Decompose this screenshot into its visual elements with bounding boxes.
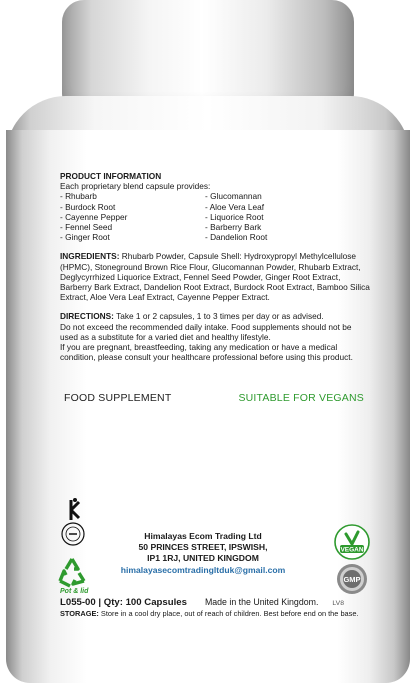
storage-text	[60, 609, 380, 618]
blend-item: - Glucomannan	[205, 191, 262, 202]
company-address	[98, 531, 308, 576]
blend-item: - Fennel Seed	[60, 222, 113, 233]
product-information-heading: PRODUCT INFORMATION	[60, 171, 162, 181]
directions-text: Take 1 or 2 capsules, 1 to 3 times per day or as advised.	[113, 311, 324, 322]
lot-row	[60, 597, 380, 608]
lot-quantity: L055-00 | Qty: 100 Capsules	[60, 597, 187, 608]
food-supplement-text: FOOD SUPPLEMENT	[64, 392, 172, 404]
directions-label: DIRECTIONS:	[60, 311, 114, 322]
storage-instructions: Store in a cool dry place, out of reach of children. Best before end on the base.	[98, 609, 359, 618]
ingredients-block	[60, 251, 370, 302]
vegan-badge-label: VEGAN	[340, 546, 364, 554]
suitable-for-vegans-text: SUITABLE FOR VEGANS	[238, 392, 364, 404]
made-in-text: Made in the United Kingdom.	[204, 597, 319, 607]
product-label	[60, 171, 370, 362]
bottle-cap	[62, 0, 354, 108]
pot-lid-text: Pot & lid	[60, 588, 89, 595]
blend-item: - Ginger Root	[60, 232, 110, 243]
blend-list	[60, 191, 370, 242]
blend-item: - Cayenne Pepper	[60, 211, 128, 222]
recycle-icon	[55, 556, 89, 590]
halal-logo-icon	[55, 496, 91, 548]
blend-item: - Barberry Bark	[205, 222, 262, 233]
lv-code: LV8	[332, 600, 344, 607]
blend-list-left	[60, 191, 205, 242]
ingredients-text: Rhubarb Powder, Capsule Shell: Hydroxypropyl Methylcellulose (HPMC), Stoneground Brown Rice Flour, Glucomannan Powder, Rhubarb Extract, Deglycyrrhized Liquorice Extract, Fennel Seed Powder, Ginger Root Extract, Barberry Bark Extract, Dandelion Root Extract, Burdock Root Extract, Bamboo Silica Extract, Aloe Vera Leaf Extract, Cayenne Pepper Extract.	[60, 251, 370, 303]
ingredients-label: INGREDIENTS:	[60, 251, 120, 262]
product-information-intro: Each proprietary blend capsule provides:	[60, 181, 211, 192]
blend-list-right	[205, 191, 350, 242]
blend-item: - Rhubarb	[60, 191, 97, 202]
intake-warning: Do not exceed the recommended daily intake. Food supplements should not be used as a substitute for a varied diet and healthy lifestyle.	[60, 321, 352, 342]
gmp-badge-label: GMP	[343, 575, 361, 584]
gmp-badge-icon	[336, 563, 368, 595]
blend-item: - Burdock Root	[60, 201, 116, 212]
claims-row	[64, 392, 364, 404]
directions-block	[60, 311, 370, 362]
storage-label: STORAGE:	[60, 609, 99, 618]
blend-item: - Dandelion Root	[205, 232, 268, 243]
blend-item: - Aloe Vera Leaf	[205, 201, 265, 212]
address-line-2: IP1 1RJ, UNITED KINGDOM	[147, 553, 259, 564]
company-email: himalayasecomtradingltduk@gmail.com	[120, 564, 286, 575]
company-name: Himalayas Ecom Trading Ltd	[144, 531, 262, 541]
blend-item: - Liquorice Root	[205, 211, 264, 222]
medical-warning: If you are pregnant, breastfeeding, taking any medication or have a medical condition, please consult your healthcare professional before using this product.	[60, 342, 353, 363]
address-line-1: 50 PRINCES STREET, IPSWISH,	[138, 542, 268, 553]
vegan-badge-icon	[334, 524, 370, 560]
